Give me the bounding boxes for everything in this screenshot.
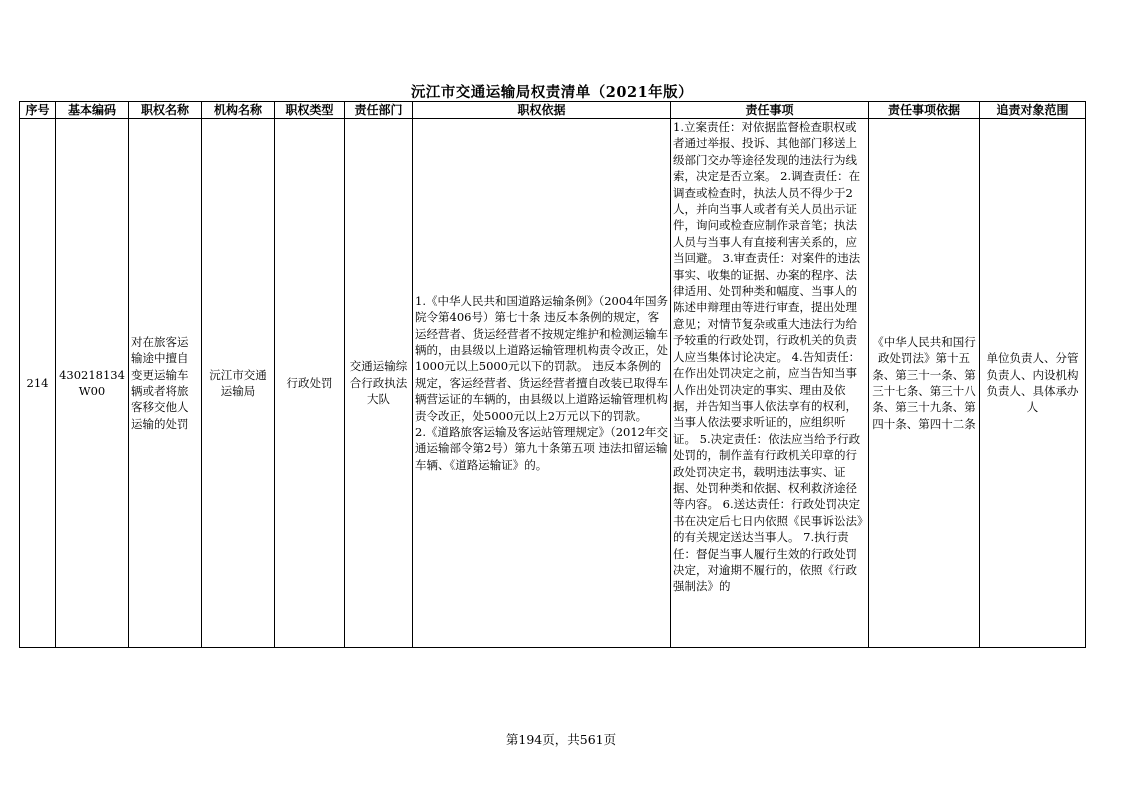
cell-department: 交通运输综合行政执法大队	[345, 119, 413, 648]
page-title: 沅江市交通运输局权责清单（2021年版）	[410, 84, 694, 101]
cell-accountability: 单位负责人、分管负责人、内设机构负责人、具体承办人	[980, 119, 1086, 648]
table-row	[20, 119, 1086, 648]
header-legal-basis: 职权依据	[413, 102, 671, 119]
header-org-name: 机构名称	[202, 102, 275, 119]
page-footer: 第194页，共561页	[505, 732, 617, 747]
header-power-name: 职权名称	[129, 102, 202, 119]
header-duties: 责任事项	[671, 102, 869, 119]
cell-power-type: 行政处罚	[275, 119, 345, 648]
legal-basis-item-2: 2.《道路旅客运输及客运站管理规定》（2012年交通运输部令第2号）第九十条第五项 违法扣留运输车辆、《道路运输证》的。	[415, 425, 668, 472]
cell-index: 214	[20, 119, 56, 648]
cell-org-name: 沅江市交通运输局	[202, 119, 275, 648]
cell-duties	[671, 119, 869, 648]
cell-code: 430218134W00	[56, 119, 129, 648]
header-power-type: 职权类型	[275, 102, 345, 119]
header-accountability: 追责对象范围	[980, 102, 1086, 119]
duties-text: 1.立案责任：对依据监督检查职权或者通过举报、投诉、其他部门移送上级部门交办等途径发现的违法行为线索，决定是否立案。 2.调查责任：在调查或检查时，执法人员不得少于2人，并向当事人或者有关人员出示证件，询问或检查应制作录音笔；执法人员与当事人有直接利害关系的，应当回避。 3.审查责任：对案件的违法事实、收集的证据、办案的程序、法律适用、处罚种类和幅度、当事人的陈述申辩理由等进行审查，提出处理意见；对情节复杂或重大违法行为给予较重的行政处罚，行政机关的负责人应当集体讨论决定。 4.告知责任：在作出处罚决定之前，应当告知当事人作出处罚决定的事实、理由及依据，并告知当事人依法享有的权利，当事人依法要求听证的，应组织听证。 5.决定责任：依法应当给予行政处罚的，制作盖有行政机关印章的行政处罚决定书，载明违法事实、证据、处罚种类和依据、权利救济途径等内容。 6.送达责任：行政处罚决定书在决定后七日内依照《民事诉讼法》的有关规定送达当事人。 7.执行责任：督促当事人履行生效的行政处罚决定，对逾期不履行的，依照《行政强制法》的	[673, 120, 863, 594]
legal-basis-item-1: 1.《中华人民共和国道路运输条例》（2004年国务院令第406号）第七十条 违反本条例的规定，客运经营者、货运经营者不按规定维护和检测运输车辆的，由县级以上道路运输管理机构责令改正，处1000元以上5000元以下的罚款。 违反本条例的规定，客运经营者、货运经营者擅自改装已取得车辆营运证的车辆的，由县级以上道路运输管理机构责令改正，处5000元以上2万元以下的罚款。	[415, 293, 668, 423]
cell-power-name: 对在旅客运输途中擅自变更运输车辆或者将旅客移交他人运输的处罚	[129, 119, 202, 648]
cell-legal-basis	[413, 119, 671, 648]
header-index: 序号	[20, 102, 56, 119]
cell-duty-basis: 《中华人民共和国行政处罚法》第十五条、第三十一条、第三十七条、第三十八条、第三十九条、第四十条、第四十二条	[869, 119, 980, 648]
header-code: 基本编码	[56, 102, 129, 119]
header-department: 责任部门	[345, 102, 413, 119]
table-header-row	[20, 102, 1086, 119]
header-duty-basis: 责任事项依据	[869, 102, 980, 119]
power-list-table	[19, 101, 1086, 648]
